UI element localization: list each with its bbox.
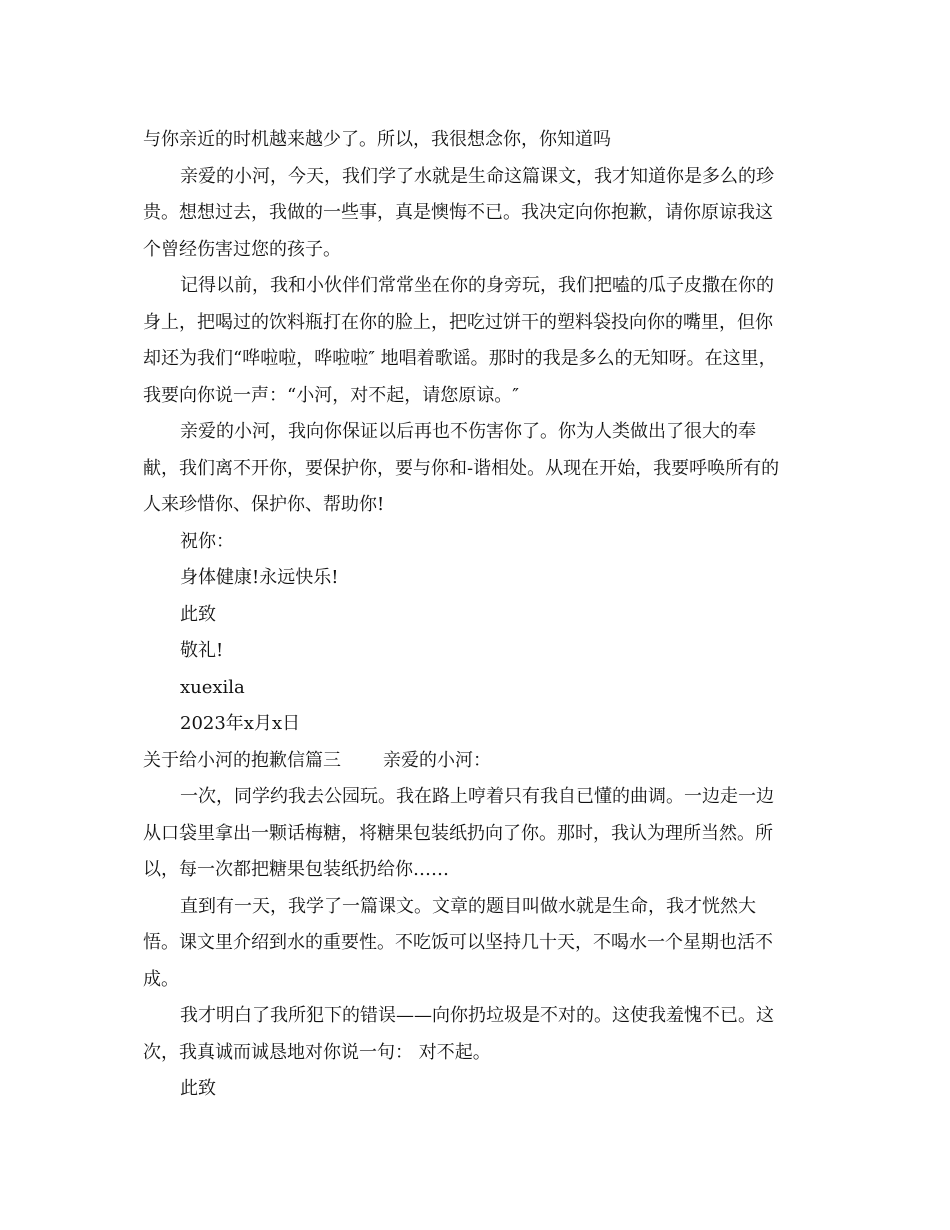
signer-name: xuexila: [180, 676, 245, 698]
paragraph-line: 悟。课文里介绍到水的重要性。不吃饭可以坚持几十天，不喝水一个星期也活不: [143, 932, 773, 953]
letter-date: 2023年x月x日: [180, 713, 301, 734]
closing-wish: 祝你：: [180, 530, 234, 552]
paragraph-line: 个曾经伤害过您的孩子。: [143, 238, 341, 260]
closing-health: 身体健康!永远快乐!: [180, 567, 339, 588]
paragraph-line: 以，每一次都把糖果包装纸扔给你……: [143, 859, 449, 880]
paragraph-line: 献，我们离不开你，要保护你，要与你和-谐相处。从现在开始，我要呼唤所有的: [143, 457, 780, 479]
paragraph-line: 亲爱的小河，今天，我们学了水就是生命这篇课文，我才知道你是多么的珍: [180, 165, 774, 187]
paragraph-line: 与你亲近的时机越来越少了。所以，我很想念你，你知道吗: [143, 129, 611, 150]
paragraph-line: 一次，同学约我去公园玩。我在路上哼着只有我自已懂的曲调。一边走一边: [180, 786, 774, 807]
paragraph-line: 直到有一天，我学了一篇课文。文章的题目叫做水就是生命，我才恍然大: [180, 895, 756, 917]
paragraph-line: 身上，把喝过的饮料瓶打在你的脸上，把吃过饼干的塑料袋投向你的嘴里，但你: [143, 311, 773, 333]
paragraph-line: 从口袋里拿出一颗话梅糖，将糖果包装纸扔向了你。那时，我认为理所当然。所: [143, 822, 773, 844]
final-cizhi: 此致: [180, 1078, 216, 1099]
paragraph-line: 记得以前，我和小伙伴们常常坐在你的身旁玩，我们把嗑的瓜子皮撒在你的: [180, 275, 774, 296]
paragraph-line: 人来珍惜你、保护你、帮助你!: [143, 494, 385, 515]
section-salutation: 亲爱的小河：: [383, 749, 491, 771]
paragraph-line: 却还为我们“哗啦啦，哗啦啦″ 地唱着歌谣。那时的我是多么的无知呀。在这里，: [143, 348, 777, 369]
paragraph-line: 成。: [143, 968, 179, 990]
paragraph-line: 亲爱的小河，我向你保证以后再也不伤害你了。你为人类做出了很大的奉: [180, 421, 756, 442]
paragraph-line: 我才明白了我所犯下的错误——向你扔垃圾是不对的。这使我羞愧不已。这: [180, 1005, 774, 1026]
letter-body: [143, 122, 813, 1108]
paragraph-line: 次，我真诚而诚恳地对你说一句： 对不起。: [143, 1041, 491, 1063]
section-heading-row: [143, 743, 813, 780]
paragraph-line: 我要向你说一声：“小河，对不起，请您原谅。″: [143, 384, 519, 406]
closing-cizhi: 此致: [180, 603, 216, 625]
closing-jingli: 敬礼!: [180, 640, 224, 661]
paragraph-line: 贵。想想过去，我做的一些事，真是懊悔不已。我决定向你抱歉，请你原谅我这: [143, 202, 773, 223]
section-title: 关于给小河的抱歉信篇三: [143, 749, 341, 771]
